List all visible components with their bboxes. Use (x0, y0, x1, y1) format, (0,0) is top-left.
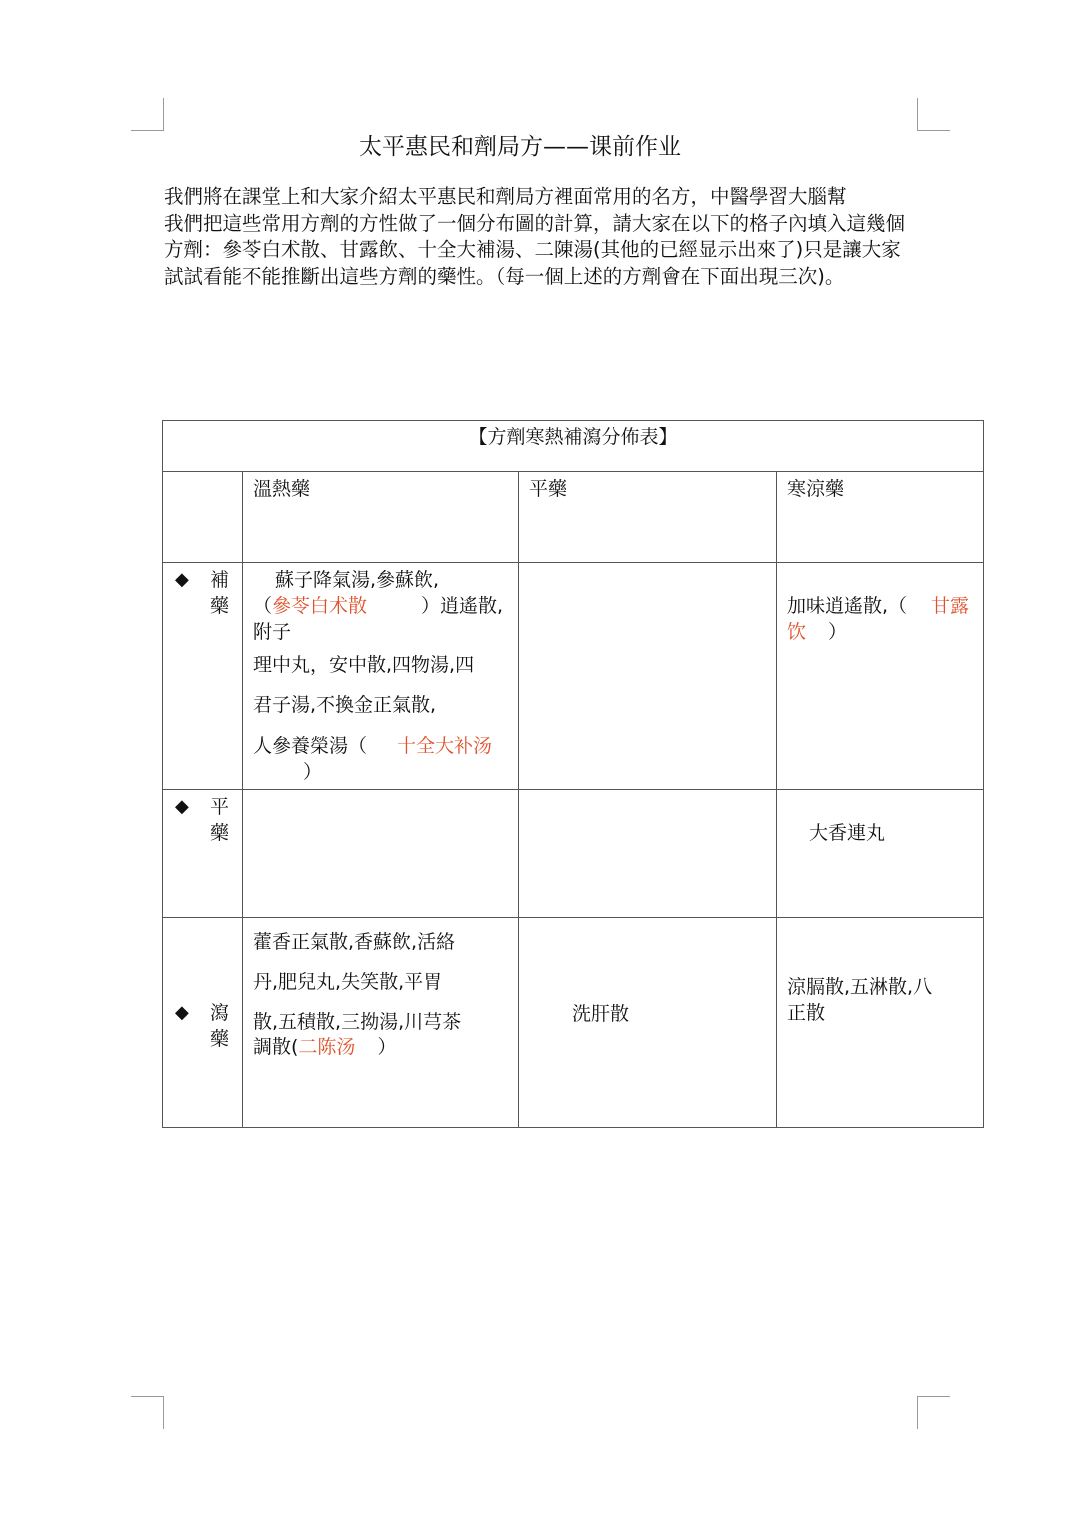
cell-text: 蘇子降氣湯,參蘇飲, (275, 569, 440, 591)
diamond-bullet-icon: ◆ (175, 1002, 189, 1023)
cell-text: 人參養榮湯（ 十全大补汤） (253, 735, 493, 783)
filled-answer: 十全大补汤 (397, 735, 493, 757)
row-label-text: 瀉藥 (210, 1002, 230, 1050)
cell-text: 丹,肥兒丸,失笑散,平胃 (253, 971, 443, 993)
cell-purge-cold (777, 918, 984, 1128)
cell-tonify-cold (777, 563, 984, 790)
crop-mark-top-right (917, 98, 950, 131)
row-label-neutral (163, 790, 243, 918)
crop-mark-top-left (131, 98, 164, 131)
cell-text: 調散(二陈汤 ） (253, 1036, 397, 1058)
diamond-bullet-icon: ◆ (175, 796, 189, 817)
cell-purge-warm (243, 918, 519, 1128)
row-label-text: 平藥 (210, 796, 230, 844)
crop-mark-bottom-left (131, 1396, 164, 1429)
cell-neutral-cold (777, 790, 984, 918)
table-caption: 【方劑寒熱補瀉分佈表】 (468, 426, 678, 448)
cell-text: 加味逍遙散,（ 甘露饮 ） (787, 595, 970, 643)
cell-text: 君子湯,不換金正氣散, (253, 694, 437, 716)
cell-tonify-neutral (519, 563, 777, 790)
cell-neutral-warm (243, 790, 519, 918)
distribution-table (162, 420, 984, 1128)
intro-paragraph (164, 184, 916, 290)
intro-line-2: 我們把這些常用方劑的方性做了一個分布圖的計算，請大家在以下的格子內填入這幾個方劑：參苓白术散、甘露飲、十全大補湯、二陳湯(其他的已經显示出來了)只是讓大家試試看能不能推斷出這些方劑的藥性。（每一個上述的方劑會在下面出現三次)。 (164, 211, 906, 288)
crop-mark-bottom-right (917, 1396, 950, 1429)
cell-neutral-neutral (519, 790, 777, 918)
cell-tonify-warm (243, 563, 519, 790)
cell-text: 大香連丸 (809, 822, 886, 844)
intro-line-1: 我們將在課堂上和大家介紹太平惠民和劑局方裡面常用的名方，中醫學習大腦幫 (164, 185, 847, 208)
row-label-text: 補藥 (210, 569, 230, 617)
diamond-bullet-icon: ◆ (175, 569, 189, 590)
header-cold: 寒涼藥 (777, 472, 984, 563)
table-row-tonify (163, 563, 984, 790)
filled-answer: 甘露饮 (787, 595, 970, 643)
table-caption-cell (163, 421, 984, 472)
header-warm: 溫熱藥 (243, 472, 519, 563)
cell-text: 涼膈散,五淋散,八正散 (787, 976, 933, 1024)
header-neutral: 平藥 (519, 472, 777, 563)
cell-text: （參苓白术散 ）逍遙散,附子 (253, 595, 504, 643)
cell-text: 散,五積散,三拗湯,川芎茶 (253, 1011, 462, 1033)
table-row-neutral (163, 790, 984, 918)
cell-purge-neutral (519, 918, 777, 1128)
filled-answer: 二陈汤 (298, 1036, 356, 1058)
filled-answer: 參苓白术散 (272, 595, 368, 617)
page-title: 太平惠民和劑局方——课前作业 (359, 134, 681, 160)
table-row-purge (163, 918, 984, 1128)
cell-text: 洗肝散 (572, 1003, 630, 1025)
header-corner (163, 472, 243, 563)
cell-text: 理中丸，安中散,四物湯,四 (253, 654, 475, 676)
row-label-tonify (163, 563, 243, 790)
row-label-purge (163, 918, 243, 1128)
cell-text: 藿香正氣散,香蘇飲,活絡 (253, 931, 456, 953)
